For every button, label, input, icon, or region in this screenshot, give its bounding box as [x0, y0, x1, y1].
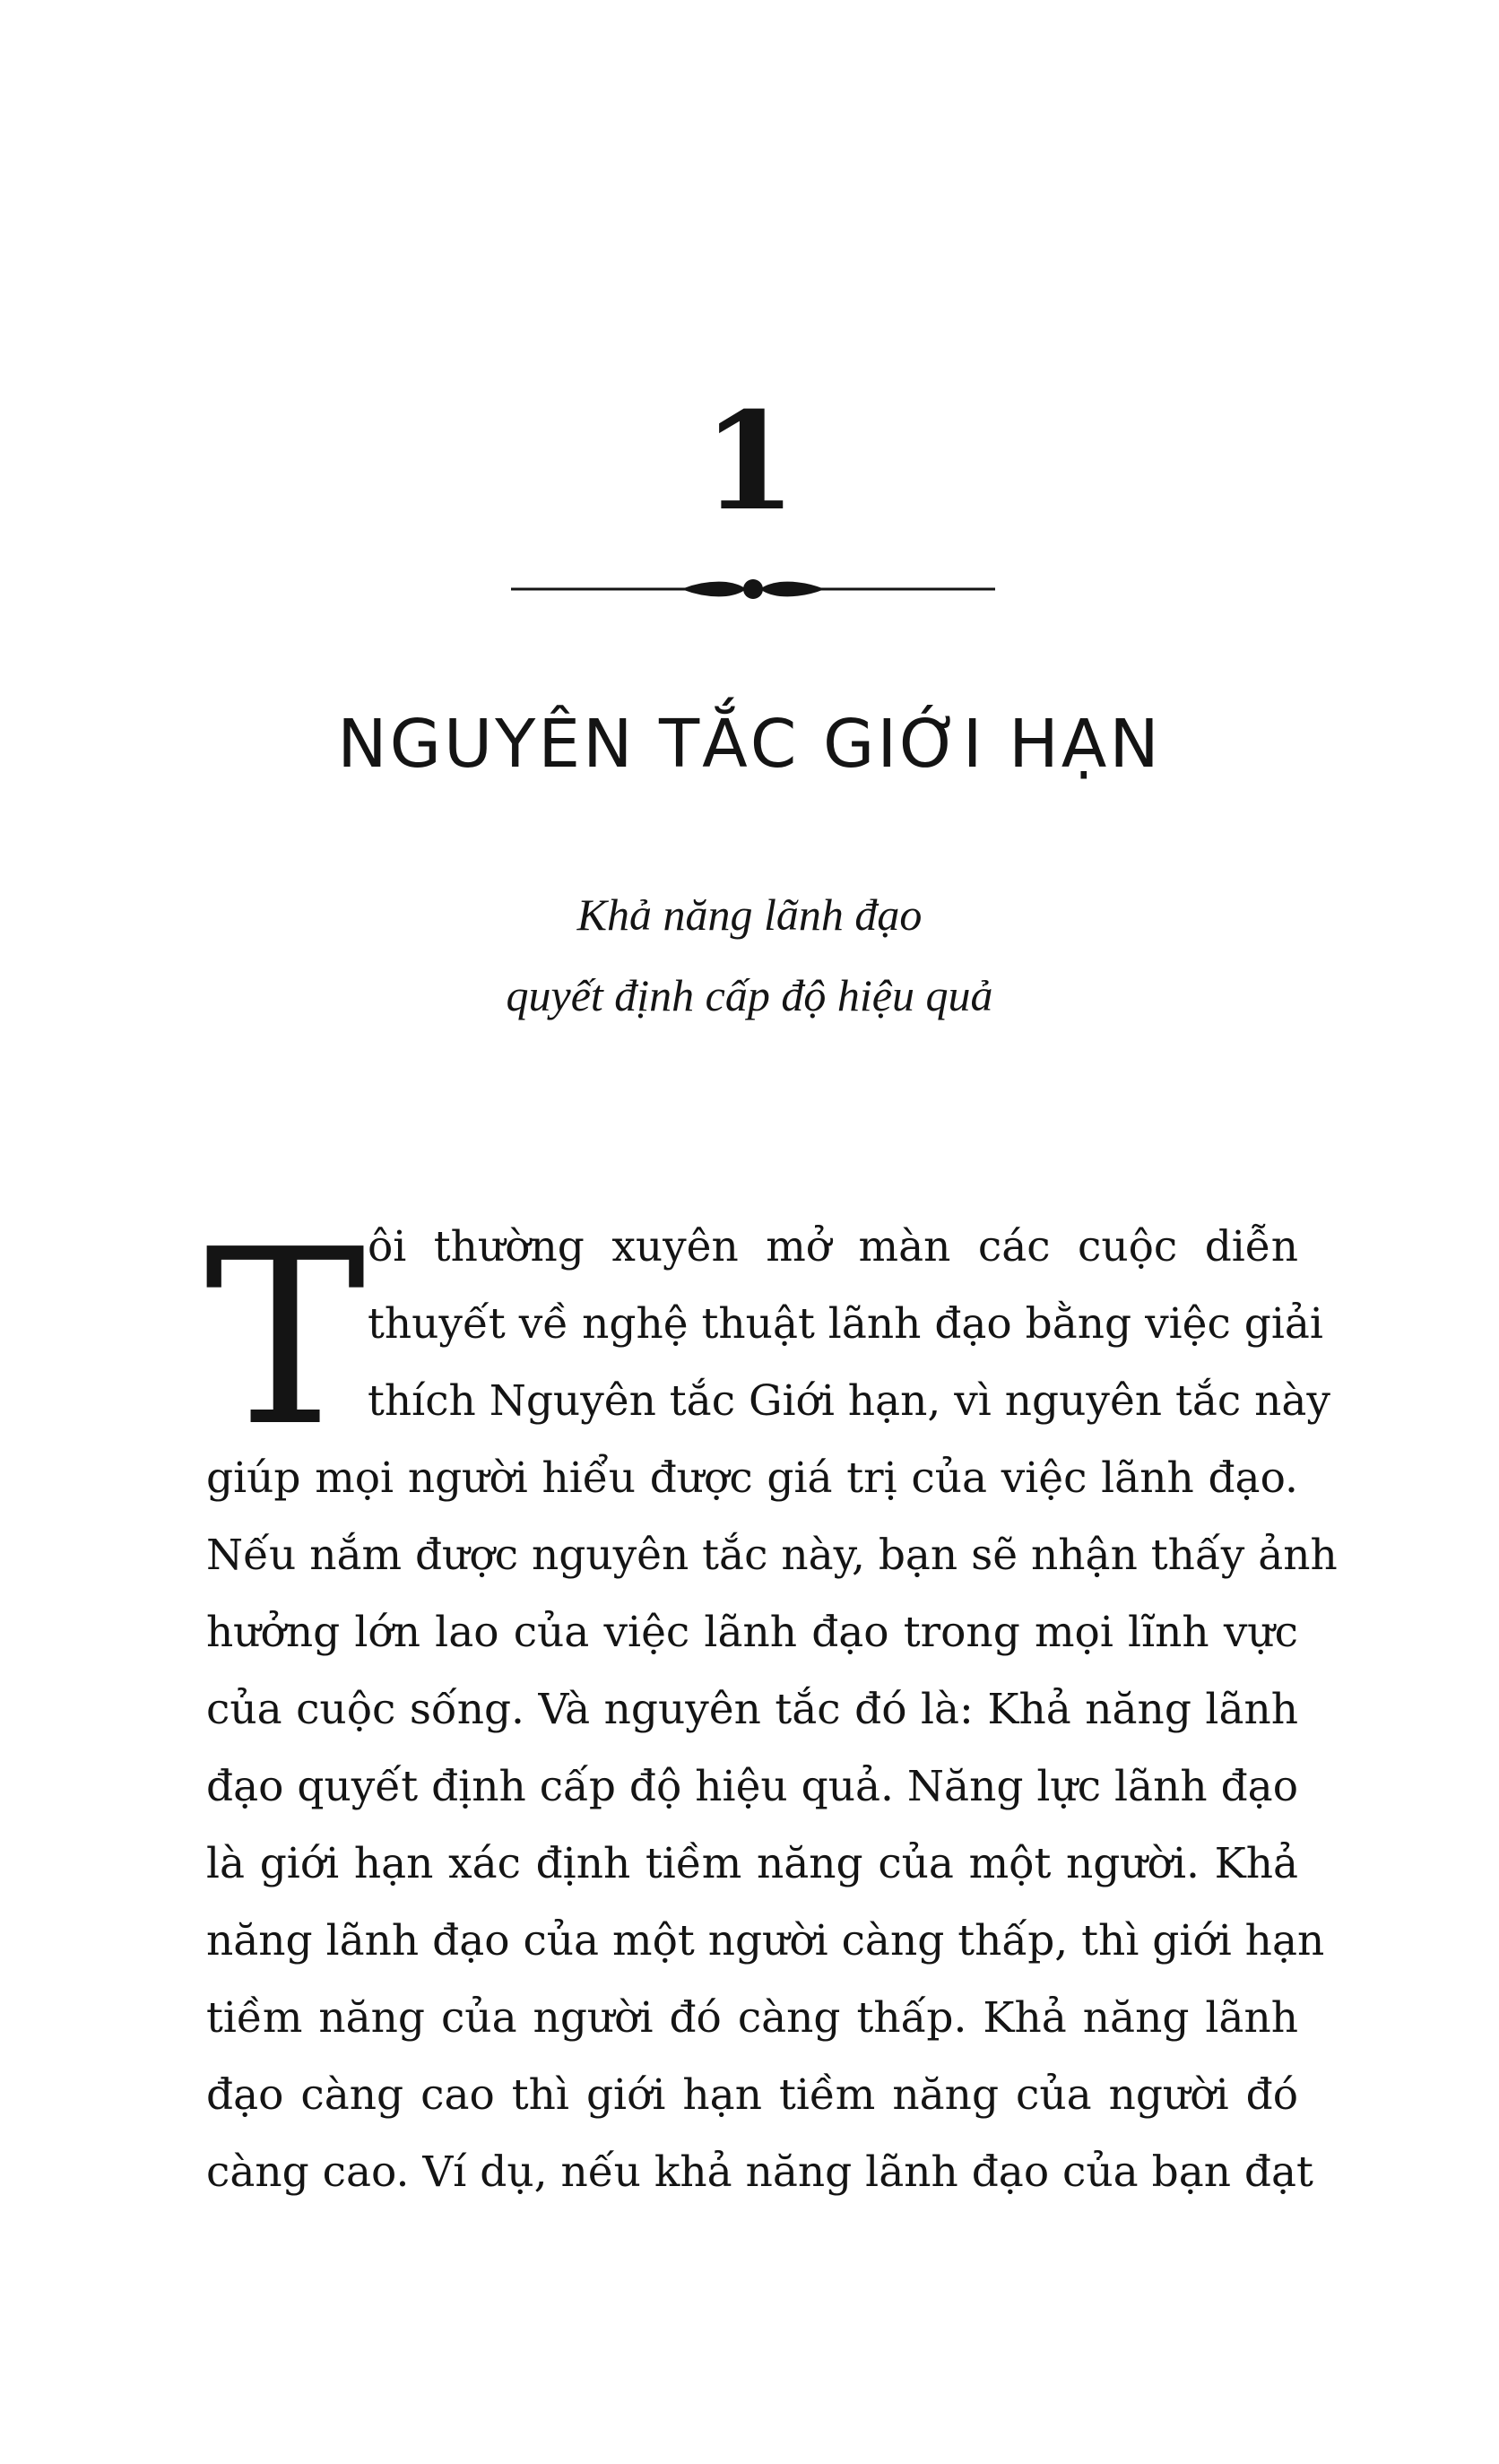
- body-line-6: hưởng lớn lao của việc lãnh đạo trong mọi lĩnh vực: [206, 1608, 1298, 1657]
- body-line-9: là giới hạn xác định tiềm năng của một người. Khả: [206, 1839, 1298, 1888]
- body-line-7: của cuộc sống. Và nguyên tắc đó là: Khả năng lãnh: [206, 1685, 1298, 1734]
- body-line-5: Nếu nắm được nguyên tắc này, bạn sẽ nhận thấy ảnh: [206, 1531, 1338, 1580]
- body-line-12: đạo càng cao thì giới hạn tiềm năng của người đó: [206, 2070, 1298, 2120]
- chapter-number: 1: [702, 383, 797, 541]
- body-line-13: càng cao. Ví dụ, nếu khả năng lãnh đạo của bạn đạt: [206, 2147, 1313, 2197]
- epigraph-line-1: Khả năng lãnh đạo: [576, 889, 923, 940]
- chapter-title: NGUYÊN TẮC GIỚI HẠN: [337, 706, 1162, 783]
- body-line-8: đạo quyết định cấp độ hiệu quả. Năng lực lãnh đạo: [206, 1762, 1298, 1811]
- body-line-3: thích Nguyên tắc Giới hạn, vì nguyên tắc này: [368, 1376, 1330, 1426]
- body-line-11: tiềm năng của người đó càng thấp. Khả năng lãnh: [206, 1993, 1298, 2043]
- body-line-2: thuyết về nghệ thuật lãnh đạo bằng việc giải: [368, 1299, 1323, 1349]
- drop-cap: T: [204, 1197, 367, 1479]
- body-line-1: ôi thường xuyên mở màn các cuộc diễn: [368, 1222, 1298, 1271]
- body-line-4: giúp mọi người hiểu được giá trị của việc lãnh đạo.: [206, 1453, 1298, 1503]
- epigraph-line-2: quyết định cấp độ hiệu quả: [506, 970, 993, 1020]
- body-line-10: năng lãnh đạo của một người càng thấp, thì giới hạn: [206, 1916, 1325, 1965]
- ornament-divider: [511, 569, 995, 609]
